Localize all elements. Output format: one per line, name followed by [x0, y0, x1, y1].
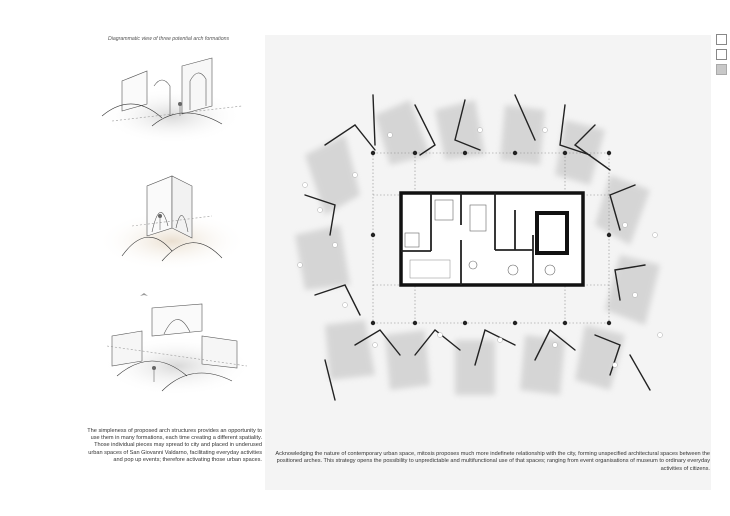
formation-1 [102, 58, 242, 144]
legend-square-grey [716, 64, 727, 75]
formation-3 [102, 304, 252, 396]
legend-square-white-2 [716, 49, 727, 60]
arch-formations-illustration [92, 46, 262, 416]
formation-2 [97, 176, 247, 271]
legend-square-white [716, 34, 727, 45]
left-figure-caption: Diagrammatic view of three potential arch formations [108, 36, 230, 42]
plan-drawing-panel [265, 35, 711, 490]
building-plan [401, 193, 583, 285]
arch-axonometric-drawings [92, 46, 262, 416]
site-plan-with-shadows [265, 35, 711, 490]
right-description-paragraph: Acknowledging the nature of contemporary urban space, mitosis proposes much more indefinete relationship with the city, forming unspecified architectural spaces between the positioned arches. This strategy opens the possibility to unpredictable and multifunctional use of that spaces; ranging from event organisations of museum to ordinary everyday activities of citizens. [275, 451, 710, 472]
left-description-paragraph: The simpleness of proposed arch structures provides an opportunity to use them in many formations, each time creating a different spatiality. Those individual pieces may spread to city and placed in underused urban spaces of San Giovanni Valdarno, facilitating everyday activities and pop up events; therefore activating those urban spaces. [87, 428, 262, 463]
bird-icon [140, 293, 148, 296]
legend [716, 34, 726, 79]
